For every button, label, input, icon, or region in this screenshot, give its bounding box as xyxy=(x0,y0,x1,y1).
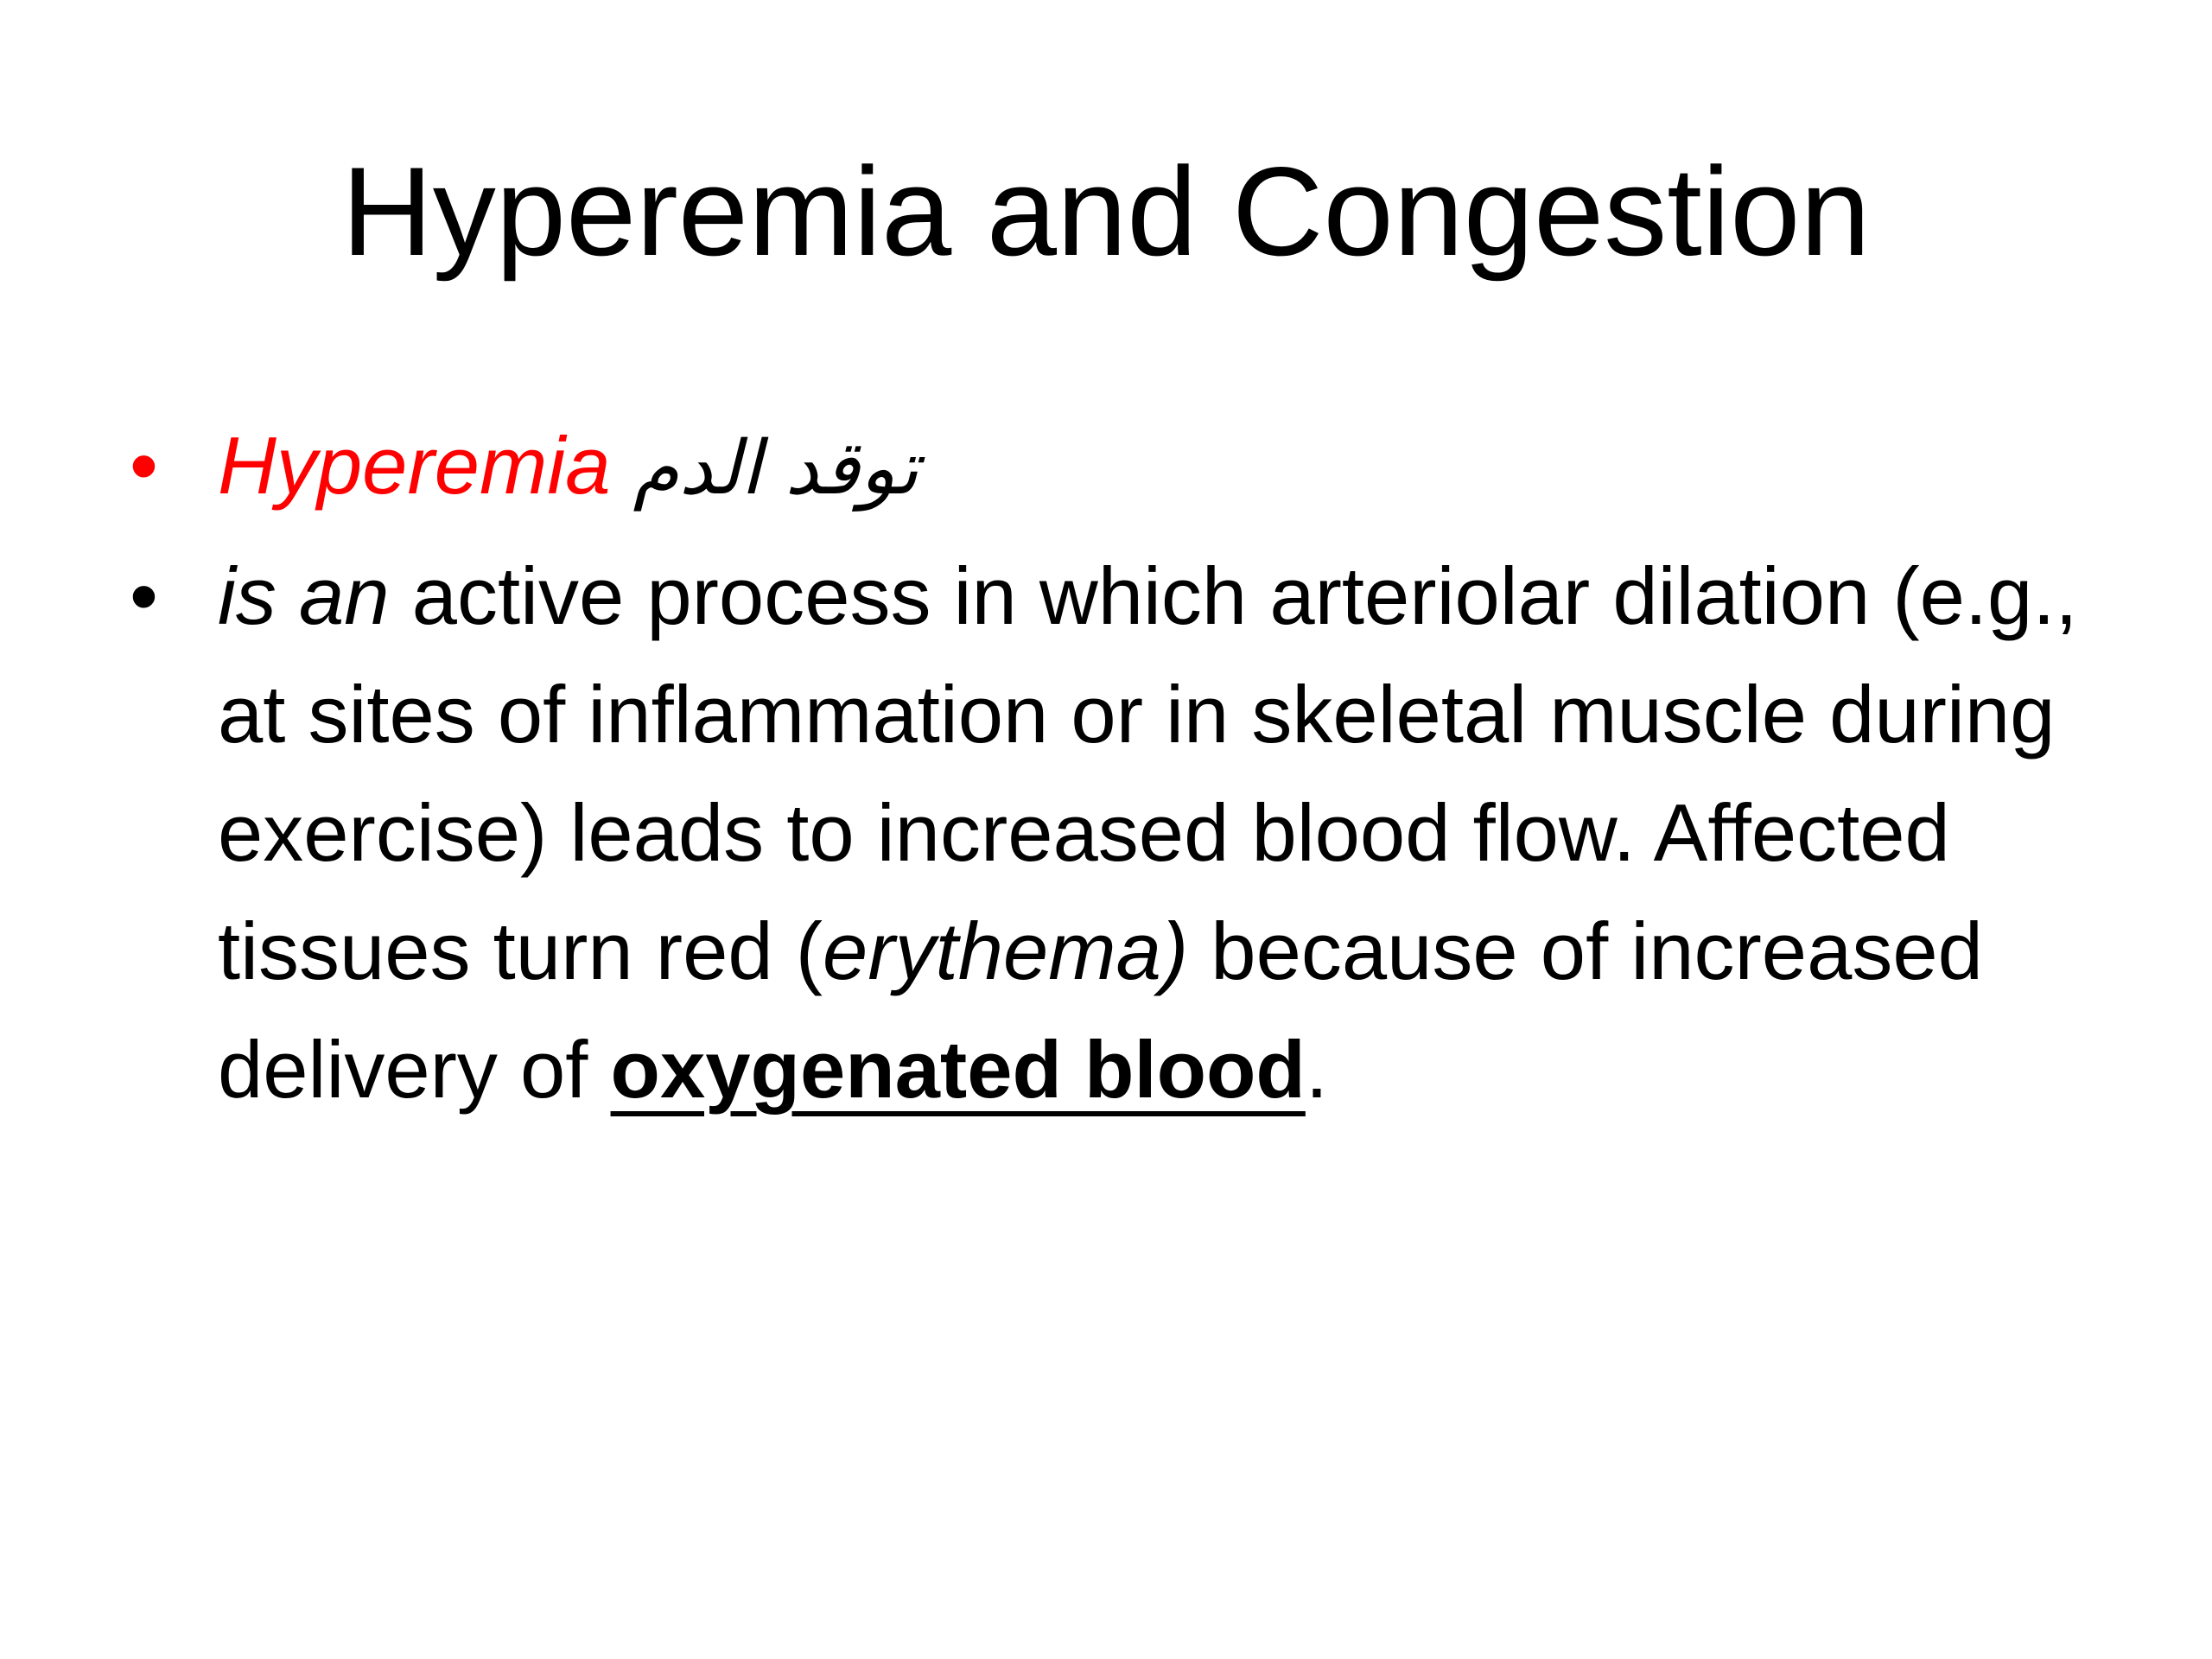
definition-emphasis: oxygenated blood xyxy=(610,1024,1306,1115)
bullet-dot-icon: • xyxy=(130,550,158,641)
arabic-term: توقد الدم xyxy=(632,425,919,512)
slide-title: Hyperemia and Congestion xyxy=(341,141,1871,282)
bullet-item-hyperemia xyxy=(130,406,2100,528)
definition-erythema: erythema) xyxy=(823,906,1189,996)
definition-ending: . xyxy=(1305,1024,1328,1115)
term-hyperemia: Hyperemia xyxy=(218,420,611,511)
bullet-dot-icon: • xyxy=(130,420,158,511)
bullet-item-definition xyxy=(130,537,2100,1128)
definition-lead: is an xyxy=(218,550,390,641)
definition-text-1: active process in which arteriolar dilation (e.g., at sites of inflammation or in skeletal muscle during exercise) leads to increased blood flow. Affected tissues turn red ( xyxy=(218,550,2078,996)
definition-text-2: because of increased delivery of xyxy=(218,906,1983,1115)
bullet-list xyxy=(130,406,2100,1128)
